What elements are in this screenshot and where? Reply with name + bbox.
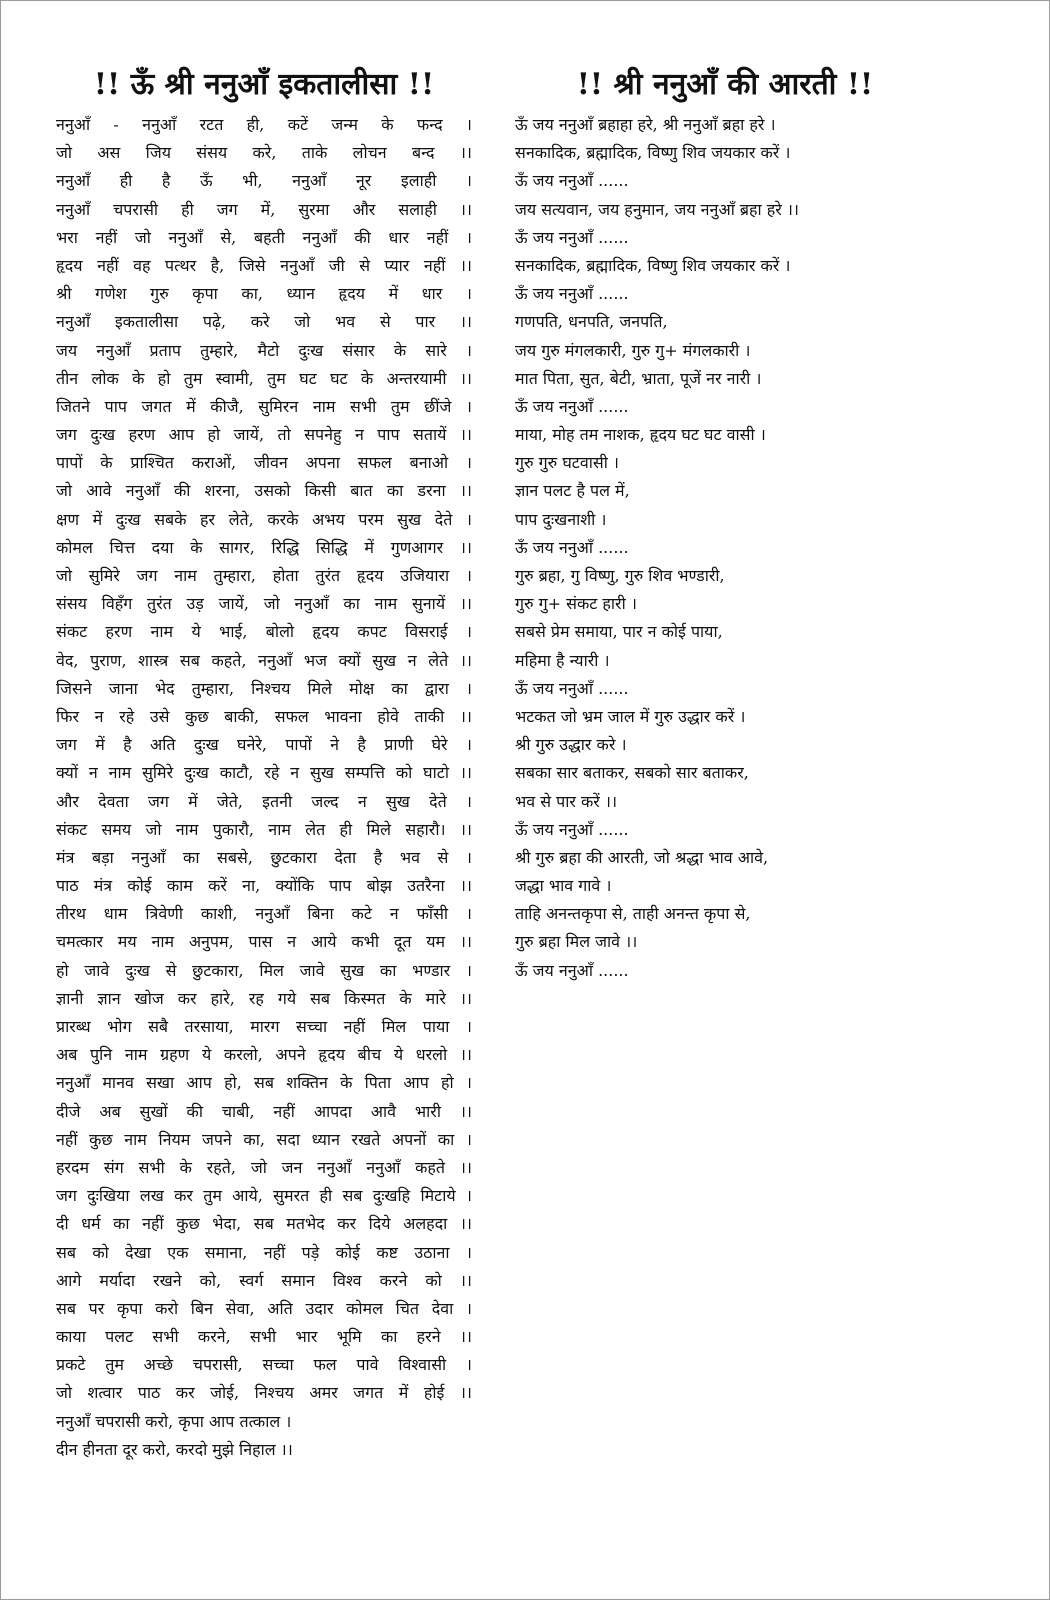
aarti-line: सबका सार बताकर, सबको सार बताकर,	[515, 763, 749, 783]
chalisa-line: ज्ञानी ज्ञान खोज कर हारे, रह गये सब किस्मत के मारे ।।	[56, 988, 472, 1008]
aarti-line: ऊँ जय ननुआँ ......	[515, 227, 629, 247]
chalisa-line: ननुआँ - ननुआँ रटत ही, कटें जन्म के फन्द ।	[56, 115, 472, 134]
chalisa-line: प्रकटे तुम अच्छे चपरासी, सच्चा फल पावे विश्वासी ।	[56, 1355, 472, 1375]
chalisa-line: जो आवे ननुआँ की शरना, उसको किसी बात का डरना ।।	[56, 481, 472, 501]
aarti-line: भटकत जो भ्रम जाल में गुरु उद्धार करें ।	[515, 706, 746, 726]
aarti-lines	[515, 111, 915, 985]
aarti-line: जय गुरु मंगलकारी, गुरु गु+ मंगलकारी ।	[515, 340, 751, 360]
aarti-line: गुरु ब्रहा, गु विष्णु, गुरु शिव भण्डारी,	[515, 566, 725, 585]
chalisa-line: संकट हरण नाम ये भाई, बोलो हृदय कपट विसराई ।	[56, 622, 472, 642]
chalisa-line: हो जावे दुःख से छुटकारा, मिल जावे सुख का भण्डार ।	[56, 960, 472, 980]
chalisa-line: क्यों न नाम सुमिरे दुःख काटौ, रहे न सुख सम्पत्ति को घाटो ।।	[56, 763, 472, 783]
chalisa-line: वेद, पुराण, शास्त्र सब कहते, ननुआँ भज क्यों सुख न लेते ।।	[56, 650, 472, 670]
chalisa-line: ननुआँ ही है ऊँ भी, ननुआँ नूर इलाही ।	[56, 171, 472, 191]
chalisa-title: !! ऊँ श्री ननुआँ इकतालीसा !!	[93, 67, 435, 102]
chalisa-line: जितने पाप जगत में कीजै, सुमिरन नाम सभी तुम छींजे ।	[56, 396, 472, 416]
aarti-line: ऊँ जय ननुआँ ......	[515, 284, 629, 304]
chalisa-line: पापों के प्राश्चित कराओं, जीवन अपना सफल बनाओ ।	[56, 453, 472, 473]
aarti-line: सबसे प्रेम समाया, पार न कोई पाया,	[515, 622, 723, 642]
aarti-line: ऊँ जय ननुआँ ......	[515, 960, 629, 980]
chalisa-line: फिर न रहे उसे कुछ बाकी, सफल भावना होवे ताकी ।।	[56, 706, 472, 726]
chalisa-line: दी धर्म का नहीं कुछ भेदा, सब मतभेद कर दिये अलहदा ।।	[56, 1214, 472, 1234]
chalisa-line: भरा नहीं जो ननुआँ से, बहती ननुआँ की धार नहीं ।	[56, 227, 472, 247]
aarti-line: ऊँ जय ननुआँ ......	[515, 171, 629, 191]
chalisa-column	[56, 63, 472, 1464]
aarti-line: सनकादिक, ब्रह्मादिक, विष्णु शिव जयकार करें ।	[515, 255, 791, 275]
aarti-line: गुरु गुरु घटवासी ।	[515, 453, 619, 473]
aarti-line: ऊँ जय ननुआँ ब्रहाहा हरे, श्री ननुआँ ब्रहा हरे ।	[515, 115, 776, 134]
aarti-line: जय सत्यवान, जय हनुमान, जय ननुआँ ब्रहा हरे ।।	[515, 199, 799, 219]
chalisa-line: जग दुःख हरण आप हो जायें, तो सपनेहु न पाप सतायें ।।	[56, 425, 472, 445]
aarti-line: गुरु गु+ संकट हारी ।	[515, 594, 637, 614]
chalisa-line: पाठ मंत्र कोई काम करें ना, क्योंकि पाप बोझ उतरैना ।।	[56, 876, 472, 896]
chalisa-line: ननुआँ इकतालीसा पढ़े, करे जो भव से पार ।।	[56, 312, 472, 332]
aarti-line: ताहि अनन्तकृपा से, ताही अनन्त कृपा से,	[515, 904, 751, 924]
chalisa-line: जग में है अति दुःख घनेरे, पापों ने है प्राणी घेरे ।	[56, 735, 472, 755]
chalisa-line: क्षण में दुःख सबके हर लेते, करके अभय परम सुख देते ।	[56, 509, 472, 529]
chalisa-line: प्रारब्ध भोग सबै तरसाया, मारग सच्चा नहीं मिल पाया ।	[56, 1017, 472, 1036]
chalisa-line: हरदम संग सभी के रहते, जो जन ननुआँ ननुआँ कहते ।।	[56, 1157, 472, 1177]
chalisa-line: और देवता जग में जेते, इतनी जल्द न सुख देते ।	[56, 791, 472, 811]
chalisa-line: जो शत्वार पाठ कर जोई, निश्चय अमर जगत में होई ।।	[56, 1383, 472, 1403]
chalisa-line: चमत्कार मय नाम अनुपम, पास न आये कभी दूत यम ।।	[56, 932, 472, 952]
chalisa-line: सब को देखा एक समाना, नहीं पड़े कोई कष्ट उठाना ।	[56, 1242, 472, 1262]
aarti-line: पाप दुःखनाशी ।	[515, 509, 607, 529]
chalisa-line: दीजे अब सुखों की चाबी, नहीं आपदा आवै भारी ।।	[56, 1101, 472, 1121]
chalisa-line: ननुआँ चपरासी करो, कृपा आप तत्काल ।	[56, 1411, 292, 1431]
chalisa-line: संसय विहँग तुरंत उड़ जायें, जो ननुआँ का नाम सुनायें ।।	[56, 594, 472, 614]
aarti-line: भव से पार करें ।।	[515, 791, 618, 811]
aarti-line: मात पिता, सुत, बेटी, भ्राता, पूजें नर नारी ।	[515, 368, 762, 388]
chalisa-line: तीरथ धाम त्रिवेणी काशी, ननुआँ बिना कटे न फाँसी ।	[56, 904, 472, 924]
aarti-line: गुरु ब्रहा मिल जावे ।।	[515, 932, 638, 952]
aarti-line: श्री गुरु उद्धार करे ।	[515, 735, 627, 755]
chalisa-line: तीन लोक के हो तुम स्वामी, तुम घट घट के अन्तरयामी ।।	[56, 368, 472, 388]
aarti-line: जद्धा भाव गावे ।	[515, 876, 612, 896]
chalisa-line: मंत्र बड़ा ननुआँ का सबसे, छुटकारा देता है भव से ।	[56, 847, 472, 867]
chalisa-line: जग दुःखिया लख कर तुम आये, सुमरत ही सब दुःखहि मिटाये ।	[56, 1186, 472, 1206]
chalisa-line: आगे मर्यादा रखने को, स्वर्ग समान विश्व करने को ।।	[56, 1270, 472, 1290]
chalisa-line: सब पर कृपा करो बिन सेवा, अति उदार कोमल चित देवा ।	[56, 1298, 472, 1318]
chalisa-line: संकट समय जो नाम पुकारौ, नाम लेत ही मिले सहारौ। ।।	[56, 819, 472, 839]
aarti-line: महिमा है न्यारी ।	[515, 650, 610, 670]
chalisa-line: श्री गणेश गुरु कृपा का, ध्यान हृदय में धार ।	[56, 284, 472, 304]
aarti-line: ऊँ जय ननुआँ ......	[515, 819, 629, 839]
chalisa-line: जो सुमिरे जग नाम तुम्हारा, होता तुरंत हृदय उजियारा ।	[56, 566, 472, 585]
aarti-line: सनकादिक, ब्रह्मादिक, विष्णु शिव जयकार करें ।	[515, 143, 791, 163]
aarti-line: श्री गुरु ब्रहा की आरती, जो श्रद्धा भाव आवे,	[515, 847, 769, 867]
chalisa-line: ननुआँ मानव सखा आप हो, सब शक्तिन के पिता आप हो ।	[56, 1073, 472, 1093]
aarti-line: ऊँ जय ननुआँ ......	[515, 537, 629, 557]
chalisa-line: हृदय नहीं वह पत्थर है, जिसे ननुआँ जी से प्यार नहीं ।।	[56, 255, 472, 275]
aarti-line: माया, मोह तम नाशक, हृदय घट घट वासी ।	[515, 425, 766, 445]
chalisa-line: काया पलट सभी करने, सभी भार भूमि का हरने ।।	[56, 1327, 472, 1347]
aarti-line: गणपति, धनपति, जनपति,	[515, 312, 668, 332]
chalisa-line: जिसने जाना भेद तुम्हारा, निश्चय मिले मोक्ष का द्वारा ।	[56, 678, 472, 698]
aarti-title: !! श्री ननुआँ की आरती !!	[576, 67, 874, 102]
chalisa-lines	[56, 111, 472, 1464]
chalisa-line: अब पुनि नाम ग्रहण ये करलो, अपने हृदय बीच ये धरलो ।।	[56, 1045, 472, 1065]
chalisa-line: कोमल चित्त दया के सागर, रिद्धि सिद्धि में गुणआगर ।।	[56, 537, 472, 557]
chalisa-line: जो अस जिय संसय करे, ताके लोचन बन्द ।।	[56, 143, 472, 163]
aarti-line: ऊँ जय ननुआँ ......	[515, 396, 629, 416]
aarti-column	[515, 63, 915, 985]
aarti-line: ऊँ जय ननुआँ ......	[515, 678, 629, 698]
aarti-line: ज्ञान पलट है पल में,	[515, 481, 630, 501]
chalisa-line: दीन हीनता दूर करो, करदो मुझे निहाल ।।	[56, 1439, 293, 1459]
chalisa-line: जय ननुआँ प्रताप तुम्हारे, मैटो दुःख संसार के सारे ।	[56, 340, 472, 360]
chalisa-line: नहीं कुछ नाम नियम जपने का, सदा ध्यान रखते अपनों का ।	[56, 1129, 472, 1149]
chalisa-line: ननुआँ चपरासी ही जग में, सुरमा और सलाही ।।	[56, 199, 472, 219]
